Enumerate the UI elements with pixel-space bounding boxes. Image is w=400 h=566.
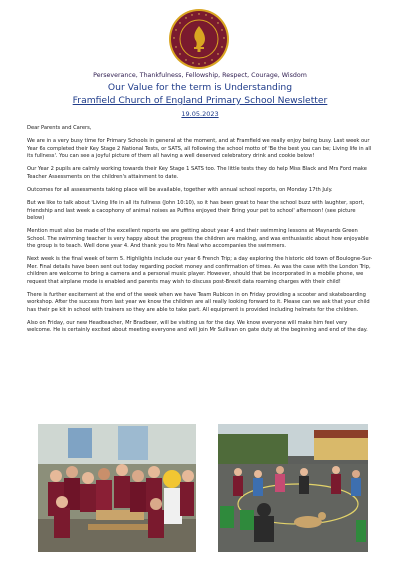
newsletter-date: 19.05.2023 [181, 110, 219, 118]
paragraph-living-life: But we like to talk about 'Living life in all its fullness (John 10:10), so it has been great to hear the school buzz with laughter, sport, friendship and last week a cacophony of animal noises as Puffins enjoyed their Bring your pet to school' afternoon! (see picture below) [27, 200, 365, 222]
newsletter-title: Framfield Church of England Primary School Newsletter [72, 95, 328, 106]
crest-icon [168, 8, 230, 70]
paragraph-headteacher: Also on Friday, our new Headteacher, Mr Bradbeer, will be visiting us for the day. We know everyone will make him feel very welcome. He is certainly excited about meeting everyone and will join Mr Sullivan on gate duty at the beginning and end of the day. [27, 319, 368, 334]
paragraph-outcomes: Outcomes for all assessments taking place will be available, together with annual school reports, on Monday 17th July. [27, 187, 333, 194]
paragraph-french-trip: Next week is the final week of term 5. Highlights include our year 6 French Trip; a day exploring the historic old town of Boulogne-Sur-Mer. Final details have been sent out today regarding pocket money and confirmation of times. As was the case with the London Trip, children are welcome to bring a camera and a personal music player. However, should that be incorporated in a mobile phone, we request that airplane mode is enabled and parents may wish to discuss post-Brexit data roaming charges with their child! [27, 256, 373, 285]
year6-celebration-photo [38, 424, 196, 552]
paragraph-year6-sats: We are in a very busy time for Primary Schools in general at the moment, and at Framfield we really enjoy being busy. Last week our Year 6s completed their Key Stage 2 National Tests, or SATS, all following the school motto of 'Be the best you can be; Living life in all its fullness'. You can see a joyful picture of them all having a well deserved celebratory drink and cookie below! [27, 138, 372, 160]
greeting: Dear Parents and Carers, [27, 125, 92, 131]
photo-row [38, 424, 368, 552]
letter-body [27, 125, 373, 341]
school-values-line: Perseverance, Thankfulness, Fellowship, Respect, Courage, Wisdom [93, 72, 307, 79]
paragraph-team-rubicon: There is further excitement at the end of the week when we have Team Rubicon in on Friday providing a scooter and skateboarding workshop. After the success from last year we know the children are all really looking forward to it. Please can we ask that your child has their pe kit in school with trainers so they are able to take part. All equipment is provided including helmets for the children. [27, 291, 370, 313]
pet-afternoon-playground-photo [218, 424, 368, 552]
school-crest-logo [168, 8, 230, 70]
term-value-headline: Our Value for the term is Understanding [107, 82, 293, 93]
paragraph-swimming: Mention must also be made of the excellent reports we are getting about year 4 and their swimming lessons at Maynards Green School. The swimming teacher is very happy about the progress the children are making, and was enthusiastic about how enjoyable the group is to teach. Well done year 4. And thank you to Mrs Neal who accompanies the swimmers. [27, 228, 369, 250]
paragraph-year2-sats: Our Year 2 pupils are calmly working towards their Key Stage 1 SATS too. The little tests they do help Miss Black and Mrs Ford make Teacher Assessments on the children's attainment to date. [27, 166, 367, 180]
